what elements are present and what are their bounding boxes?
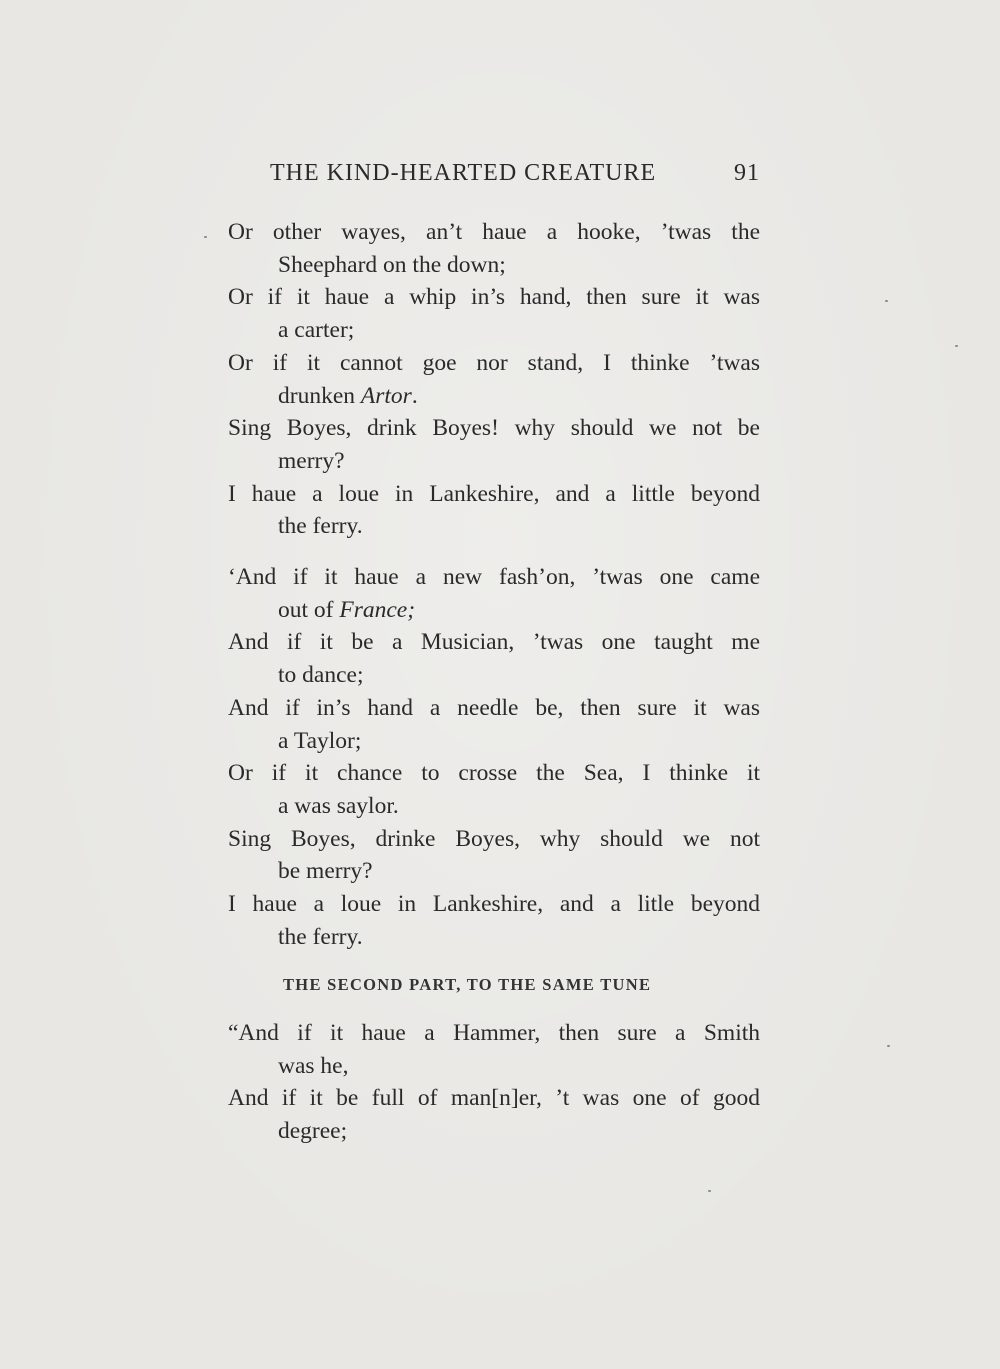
verse-line-continuation: a Taylor; [278,727,362,754]
verse-line-continuation: be merry? [278,858,373,885]
stanza-3 [228,1017,760,1148]
verse-line: Sing Boyes, drink Boyes! why should we not be [228,415,760,442]
verse-line-continuation: drunken Artor. [278,382,418,409]
verse-line-continuation: merry? [278,447,345,474]
paper-speck [955,345,958,347]
running-head [270,160,760,190]
verse-line-continuation: the ferry. [278,923,363,950]
verse-line-continuation: degree; [278,1118,348,1145]
verse-line: Or if it chance to crosse the Sea, I thinke it [228,760,760,787]
verse-line: And if it be full of man[n]er, ’t was one of good [228,1085,760,1112]
paper-speck [708,1190,711,1192]
section-heading: THE SECOND PART, TO THE SAME TUNE [283,975,652,994]
paper-speck [204,236,207,238]
verse-line: Or if it cannot goe nor stand, I thinke ’twas [228,349,760,376]
stanza-1 [228,216,760,543]
verse-line: And if it be a Musician, ’twas one taught me [228,629,760,656]
verse-line-continuation: to dance; [278,662,364,689]
verse-line: Or other wayes, an’t haue a hooke, ’twas the [228,219,760,245]
verse-line: Sing Boyes, drinke Boyes, why should we not [228,825,760,852]
verse-line: And if in’s hand a needle be, then sure it was [228,694,760,721]
verse-line: Or if it haue a whip in’s hand, then sure it was [228,284,760,311]
verse-line: I haue a loue in Lankeshire, and a little beyond [228,480,760,507]
running-title: THE KIND-HEARTED CREATURE [270,160,657,186]
verse-line: “And if it haue a Hammer, then sure a Smith [228,1020,760,1046]
verse-line-continuation: a carter; [278,317,355,344]
verse-line: ‘And if it haue a new fash’on, ’twas one came [228,564,760,590]
verse-line-continuation: was he, [278,1052,349,1079]
verse-line-continuation: a was saylor. [278,792,399,819]
stanza-2 [228,561,760,953]
page-number: 91 [734,160,760,186]
paper-speck [887,1045,890,1047]
verse-line: I haue a loue in Lankeshire, and a litle beyond [228,891,760,918]
paper-speck [885,300,888,302]
verse-line-continuation: Sheephard on the down; [278,251,506,278]
verse-line-continuation: out of France; [278,596,416,623]
verse-line-continuation: the ferry. [278,513,363,540]
